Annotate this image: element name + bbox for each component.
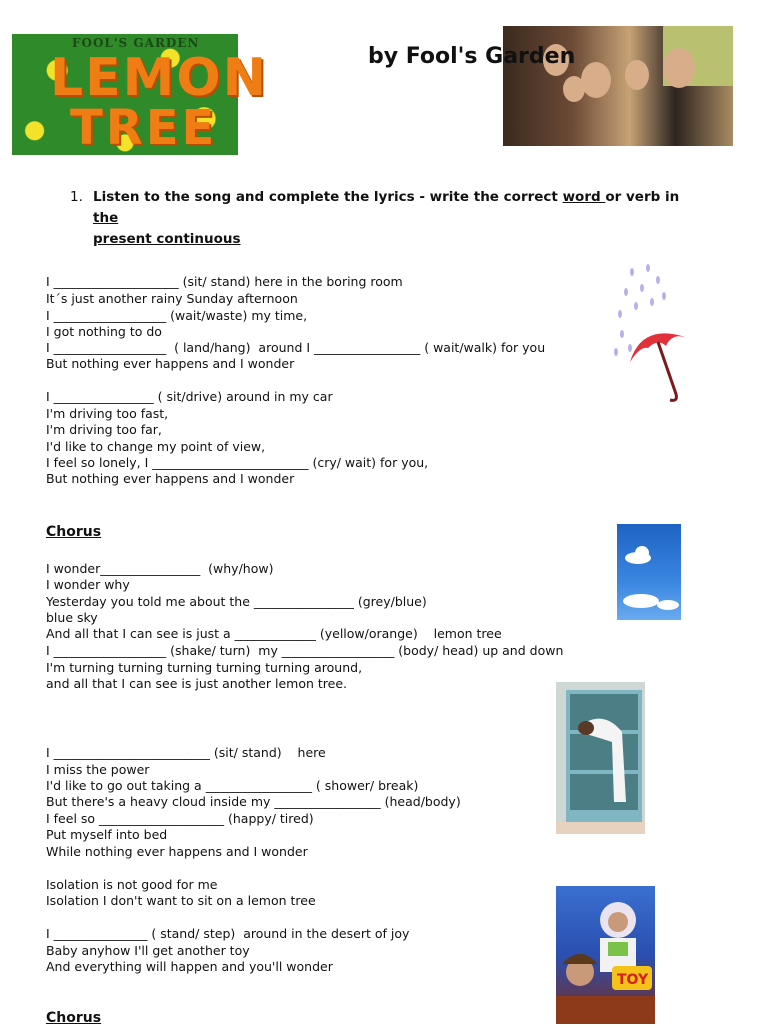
lyric-line: Yesterday you told me about the ________________ (grey/blue)	[46, 594, 427, 609]
lyric-line: I __________________ (shake/ turn) my __________________ (body/ head) up and down	[46, 643, 564, 658]
lyric-line: Baby anyhow I'll get another toy	[46, 943, 250, 958]
lyric-line: I ____________________ (sit/ stand) here in the boring room	[46, 274, 403, 289]
chorus-heading-2: Chorus	[46, 1010, 102, 1026]
lyric-line: I'd like to change my point of view,	[46, 439, 266, 454]
lyric-line: I __________________ ( land/hang) around I _________________ ( wait/walk) for you	[46, 340, 546, 355]
lyric-line: I got nothing to do	[46, 324, 162, 339]
lyric-line: But nothing ever happens and I wonder	[46, 356, 295, 371]
lyric-line: While nothing ever happens and I wonder	[46, 844, 308, 859]
instruction-number: 1.	[70, 189, 83, 205]
lyric-line: blue sky	[46, 610, 98, 625]
lyric-line: And all that I can see is just a _____________ (yellow/orange) lemon tree	[46, 626, 502, 641]
lyric-line: And everything will happen and you'll wonder	[46, 959, 333, 974]
lyric-line: I ________________ ( sit/drive) around in my car	[46, 389, 333, 404]
toy-story-poster-image	[556, 886, 655, 1024]
lyric-line: Put myself into bed	[46, 827, 168, 842]
lyric-line: I feel so ____________________ (happy/ tired)	[46, 811, 314, 826]
lyric-line: and all that I can see is just another lemon tree.	[46, 676, 347, 691]
umbrella-rain-icon	[612, 262, 692, 404]
lyric-line: I'm driving too far,	[46, 422, 162, 437]
lyric-line: I wonder________________ (why/how)	[46, 561, 274, 576]
page-title: by Fool's Garden	[368, 44, 576, 69]
instruction-text	[93, 187, 693, 250]
blue-sky-image	[617, 524, 681, 620]
instruction-tense-b: present continuous	[93, 231, 241, 247]
lyric-line: But there's a heavy cloud inside my _________________ (head/body)	[46, 794, 461, 809]
lyric-line: I'm driving too fast,	[46, 406, 169, 421]
instruction-word: word	[562, 189, 606, 205]
lyric-line: I'm turning turning turning turning turning around,	[46, 660, 363, 675]
logo-word-lemon: LEMON	[50, 48, 269, 108]
lyric-line: I __________________ (wait/waste) my time,	[46, 308, 308, 323]
lyric-line: It´s just another rainy Sunday afternoon	[46, 291, 298, 306]
logo-brand-text: FOOL'S GARDEN	[72, 36, 200, 50]
logo-word-tree: TREE	[70, 100, 218, 156]
lemon-tree-logo-image	[12, 34, 269, 156]
lyric-line: I'd like to go out taking a _________________ ( shower/ break)	[46, 778, 419, 793]
girl-in-shelf-image	[556, 682, 645, 834]
lyric-line: I _________________________ (sit/ stand) here	[46, 745, 326, 760]
lyric-line: Isolation I don't want to sit on a lemon tree	[46, 893, 316, 908]
lyric-line: I feel so lonely, I _________________________ (cry/ wait) for you,	[46, 455, 429, 470]
instruction-tense-a: the	[93, 210, 119, 226]
lyric-line: I wonder why	[46, 577, 130, 592]
instruction-part-2: or verb in	[605, 189, 680, 205]
svg-text:TOY: TOY	[617, 972, 649, 988]
lyric-line: I miss the power	[46, 762, 150, 777]
lyric-line: I _______________ ( stand/ step) around in the desert of joy	[46, 926, 410, 941]
lyric-line: Isolation is not good for me	[46, 877, 218, 892]
instruction-part-1: Listen to the song and complete the lyrics - write the correct	[93, 189, 563, 205]
chorus-heading: Chorus	[46, 524, 102, 540]
lyric-line: But nothing ever happens and I wonder	[46, 471, 295, 486]
